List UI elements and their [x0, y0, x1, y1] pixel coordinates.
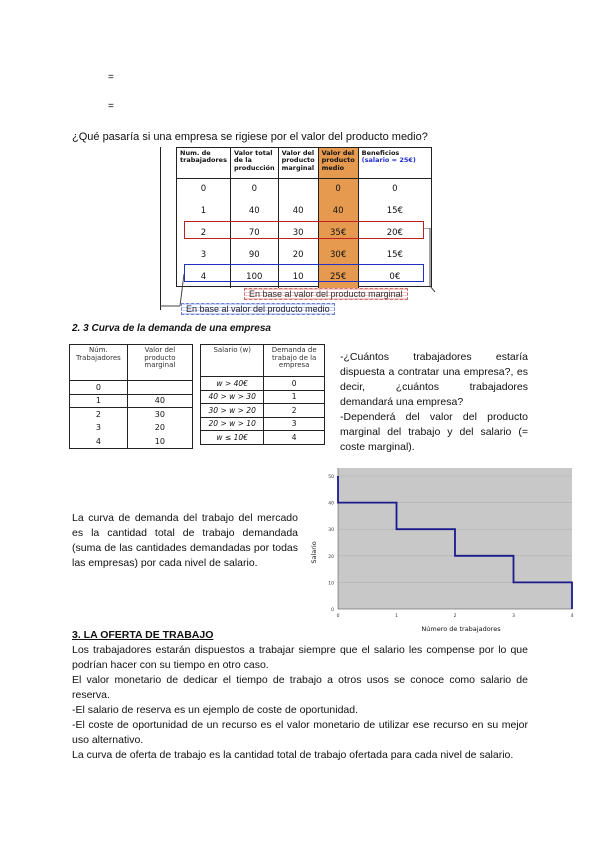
table-cell: 30 — [278, 222, 318, 244]
table-row — [177, 200, 431, 222]
section-3-body — [72, 643, 528, 763]
table-cell: 20 > w > 10 — [201, 417, 264, 431]
section-heading-2-3 — [72, 323, 271, 334]
table-cell: 2 — [264, 404, 325, 418]
table-cell: 3 — [70, 421, 128, 435]
table-cell: 2 — [177, 222, 230, 244]
table-cell: 4 — [264, 431, 325, 445]
table-cell: 1 — [177, 200, 230, 222]
y-axis-label: Salario — [310, 541, 318, 564]
table-cell — [278, 178, 318, 200]
x-tick-label: 2 — [453, 614, 457, 619]
labor-demand-table — [200, 344, 325, 445]
labor-demand-chart — [306, 468, 576, 638]
y-tick-label: 0 — [331, 608, 334, 613]
legend-connectors — [160, 228, 440, 313]
equals-sign-1: = — [108, 72, 114, 83]
paragraph: -El coste de oportunidad de un recurso es el valor monetario de utilizar ese recurso en su mejor uso alternativo. — [72, 719, 528, 746]
table-cell: 0 — [318, 178, 358, 200]
x-tick-label: 0 — [336, 614, 340, 619]
t1-benefits-label: Beneficios — [361, 149, 400, 157]
t2-header-workers: Núm. Trabajadores — [70, 345, 128, 381]
side-text — [340, 350, 528, 455]
paragraph: El valor monetario de dedicar el tiempo de trabajo a otros usos se conoce como salario de reserva. — [72, 674, 528, 701]
medio-connector — [180, 274, 184, 306]
section-3-title: 3. LA OFERTA DE TRABAJO — [72, 629, 214, 641]
paragraph: La curva de oferta de trabajo es la cantidad total de trabajo ofertada para cada nivel de salario. — [72, 749, 514, 761]
table-cell: 3 — [264, 417, 325, 431]
legend-medio: En base al valor del producto medio — [181, 303, 335, 315]
table-row — [70, 421, 193, 435]
t1-header-marginal: Valor del producto marginal — [278, 148, 318, 178]
section-title: Curva de la demanda de una empresa — [91, 323, 271, 334]
paragraph: Los trabajadores estarán dispuestos a trabajar siempre que el salario les compense por lo que podrían hacer con su tiempo en otro caso. — [72, 644, 528, 671]
x-axis-label: Número de trabajadores — [421, 625, 501, 633]
t1-header-workers: Num. de trabajadores — [177, 148, 230, 178]
y-tick-label: 40 — [328, 501, 334, 507]
table-cell: 0 — [230, 178, 278, 200]
t1-header-medio: Valor del producto medio — [318, 148, 358, 178]
table-cell: 0 — [177, 178, 230, 200]
table-row — [201, 431, 325, 445]
table-cell: 4 — [177, 266, 230, 288]
table-cell — [127, 381, 192, 395]
t1-header-benefits — [358, 148, 431, 178]
table-row — [70, 435, 193, 449]
table-cell: 40 — [278, 200, 318, 222]
y-tick-label: 50 — [328, 475, 334, 480]
equals-sign-2: = — [108, 101, 114, 112]
table-cell: 15€ — [386, 206, 403, 216]
table-row — [70, 408, 193, 422]
table-cell: 100 — [230, 266, 278, 288]
table-cell: 25€ — [318, 266, 358, 288]
table-cell: 70 — [230, 222, 278, 244]
table-cell: 20 — [154, 423, 165, 433]
marginal-connector — [424, 228, 435, 292]
table-cell: 30€ — [318, 244, 358, 266]
table-cell: 30 — [154, 410, 165, 419]
t3-header-demand: Demanda de trabajo de la empresa — [264, 345, 325, 377]
table-cell: 2 — [70, 408, 128, 422]
x-tick-label: 4 — [570, 614, 574, 619]
table-cell: 1 — [70, 394, 128, 408]
paragraph: -El salario de reserva es un ejemplo de coste de oportunidad. — [72, 704, 359, 716]
table-cell: 0 — [70, 381, 128, 395]
table-cell: 40 — [318, 200, 358, 222]
table-cell: 1 — [264, 390, 325, 404]
table-row — [177, 178, 431, 200]
side-answer: -Dependerá del valor del producto marginal del trabajo y del salario (= coste marginal). — [340, 411, 528, 453]
table-cell: 90 — [230, 244, 278, 266]
section-number: 2. 3 — [72, 323, 89, 334]
marginal-product-table — [69, 344, 193, 449]
table-row — [70, 394, 193, 408]
y-tick-label: 30 — [328, 528, 334, 534]
table-row — [201, 404, 325, 418]
legend-marginal: En base al valor del producto marginal — [244, 288, 408, 300]
table-cell: 40 — [230, 200, 278, 222]
table-row — [201, 390, 325, 404]
table-cell: w > 40€ — [201, 377, 264, 391]
table-cell: 10 — [154, 436, 165, 446]
question-text: ¿Qué pasaría si una empresa se rigiese por el valor del producto medio? — [72, 131, 428, 143]
table-cell: 30 > w > 20 — [201, 404, 264, 418]
table-cell: 20€ — [386, 228, 403, 238]
table-cell: 0€ — [389, 272, 401, 282]
table-cell: 15€ — [386, 250, 403, 260]
side-question: -¿Cuántos trabajadores estaría dispuesta a contratar una empresa?, es decir, ¿cuántos trabajadores demandará una empresa? — [340, 351, 528, 408]
table-row — [201, 377, 325, 391]
t1-header-total: Valor total de la producción — [230, 148, 278, 178]
table-cell: 0 — [392, 184, 398, 195]
demand-paragraph: La curva de demanda del trabajo del mercado es la cantidad total de trabajo demandada (suma de las cantidades demandadas por todas las empresas) por cada nivel de salario. — [72, 512, 298, 569]
y-tick-label: 20 — [328, 554, 334, 560]
table-row — [70, 381, 193, 395]
table-cell: 35€ — [318, 222, 358, 244]
table-row — [201, 417, 325, 431]
x-tick-label: 1 — [395, 614, 398, 619]
table-cell: 3 — [177, 244, 230, 266]
table-cell: 40 > w > 30 — [201, 390, 264, 404]
t1-benefits-sub: (salario = 25€) — [361, 156, 416, 165]
y-tick-label: 10 — [328, 581, 334, 587]
x-tick-label: 3 — [512, 614, 515, 619]
table-cell: 0 — [264, 377, 325, 391]
t2-header-marginal: Valor del producto marginal — [127, 345, 192, 381]
table-cell: 4 — [70, 435, 128, 449]
t3-header-salary: Salario (w) — [201, 345, 264, 377]
table-cell: w ≤ 10€ — [201, 431, 264, 445]
table-cell: 20 — [278, 244, 318, 266]
table-cell: 40 — [127, 394, 192, 408]
table-cell: 10 — [278, 266, 318, 288]
